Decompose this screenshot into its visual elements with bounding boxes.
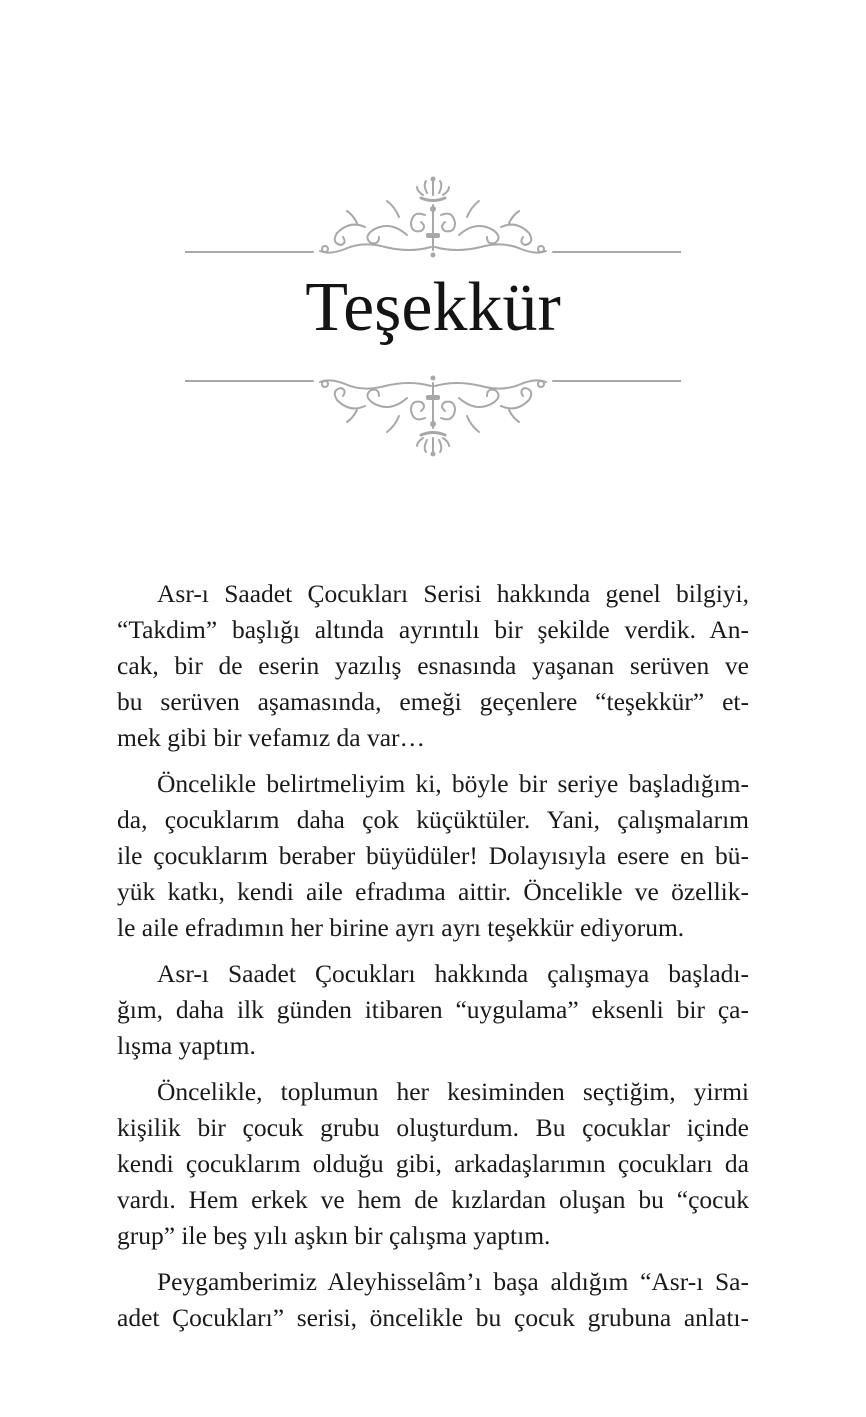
text-line: bu serüven aşamasında, emeği geçenlere “teşekkür” et- bbox=[117, 687, 749, 716]
text-line: ğım, daha ilk günden itibaren “uygulama” eksenli bir ça- bbox=[117, 995, 749, 1024]
top-ornament-divider bbox=[185, 175, 681, 265]
text-line: Asr-ı Saadet Çocukları hakkında çalışmaya başladı- bbox=[157, 959, 749, 988]
paragraph-4 bbox=[117, 1074, 749, 1254]
text-line: adet Çocukları” serisi, öncelikle bu çocuk grubuna anlatı- bbox=[117, 1303, 749, 1332]
text-line: Öncelikle belirtmeliyim ki, böyle bir seriye başladığım- bbox=[157, 769, 749, 798]
paragraph-2 bbox=[117, 766, 749, 946]
bottom-ornament-divider bbox=[185, 368, 681, 458]
text-line: yük katkı, kendi aile efradıma aittir. Öncelikle ve özellik- bbox=[117, 877, 749, 906]
text-line: grup” ile beş yılı aşkın bir çalışma yaptım. bbox=[117, 1221, 551, 1250]
flourish-ornament-icon bbox=[185, 175, 681, 265]
flourish-ornament-icon bbox=[185, 368, 681, 458]
paragraph-3 bbox=[117, 956, 749, 1064]
text-line: “Takdim” başlığı altında ayrıntılı bir şekilde verdik. An- bbox=[117, 615, 749, 644]
text-line: Peygamberimiz Aleyhisselâm’ı başa aldığım “Asr-ı Sa- bbox=[157, 1267, 749, 1296]
text-line: kişilik bir çocuk grubu oluşturdum. Bu çocuklar içinde bbox=[117, 1113, 749, 1142]
text-line: Öncelikle, toplumun her kesiminden seçtiğim, yirmi bbox=[157, 1077, 749, 1106]
paragraph-5 bbox=[117, 1264, 749, 1336]
text-line: da, çocuklarım daha çok küçüktüler. Yani, çalışmalarım bbox=[117, 805, 749, 834]
text-line: Asr-ı Saadet Çocukları Serisi hakkında genel bilgiyi, bbox=[157, 579, 749, 608]
page-title: Teşekkür bbox=[305, 269, 561, 346]
text-line: mek gibi bir vefamız da var… bbox=[117, 723, 426, 752]
text-line: kendi çocuklarım olduğu gibi, arkadaşlarımın çocukları da bbox=[117, 1149, 749, 1178]
text-line: lışma yaptım. bbox=[117, 1031, 256, 1060]
text-line: vardı. Hem erkek ve hem de kızlardan oluşan bu “çocuk bbox=[117, 1185, 749, 1214]
paragraph-1 bbox=[117, 576, 749, 756]
text-line: le aile efradımın her birine ayrı ayrı teşekkür ediyorum. bbox=[117, 913, 685, 942]
text-line: cak, bir de eserin yazılış esnasında yaşanan serüven ve bbox=[117, 651, 749, 680]
body-text bbox=[117, 576, 749, 1346]
text-line: ile çocuklarım beraber büyüdüler! Dolayısıyla esere en bü- bbox=[117, 841, 749, 870]
